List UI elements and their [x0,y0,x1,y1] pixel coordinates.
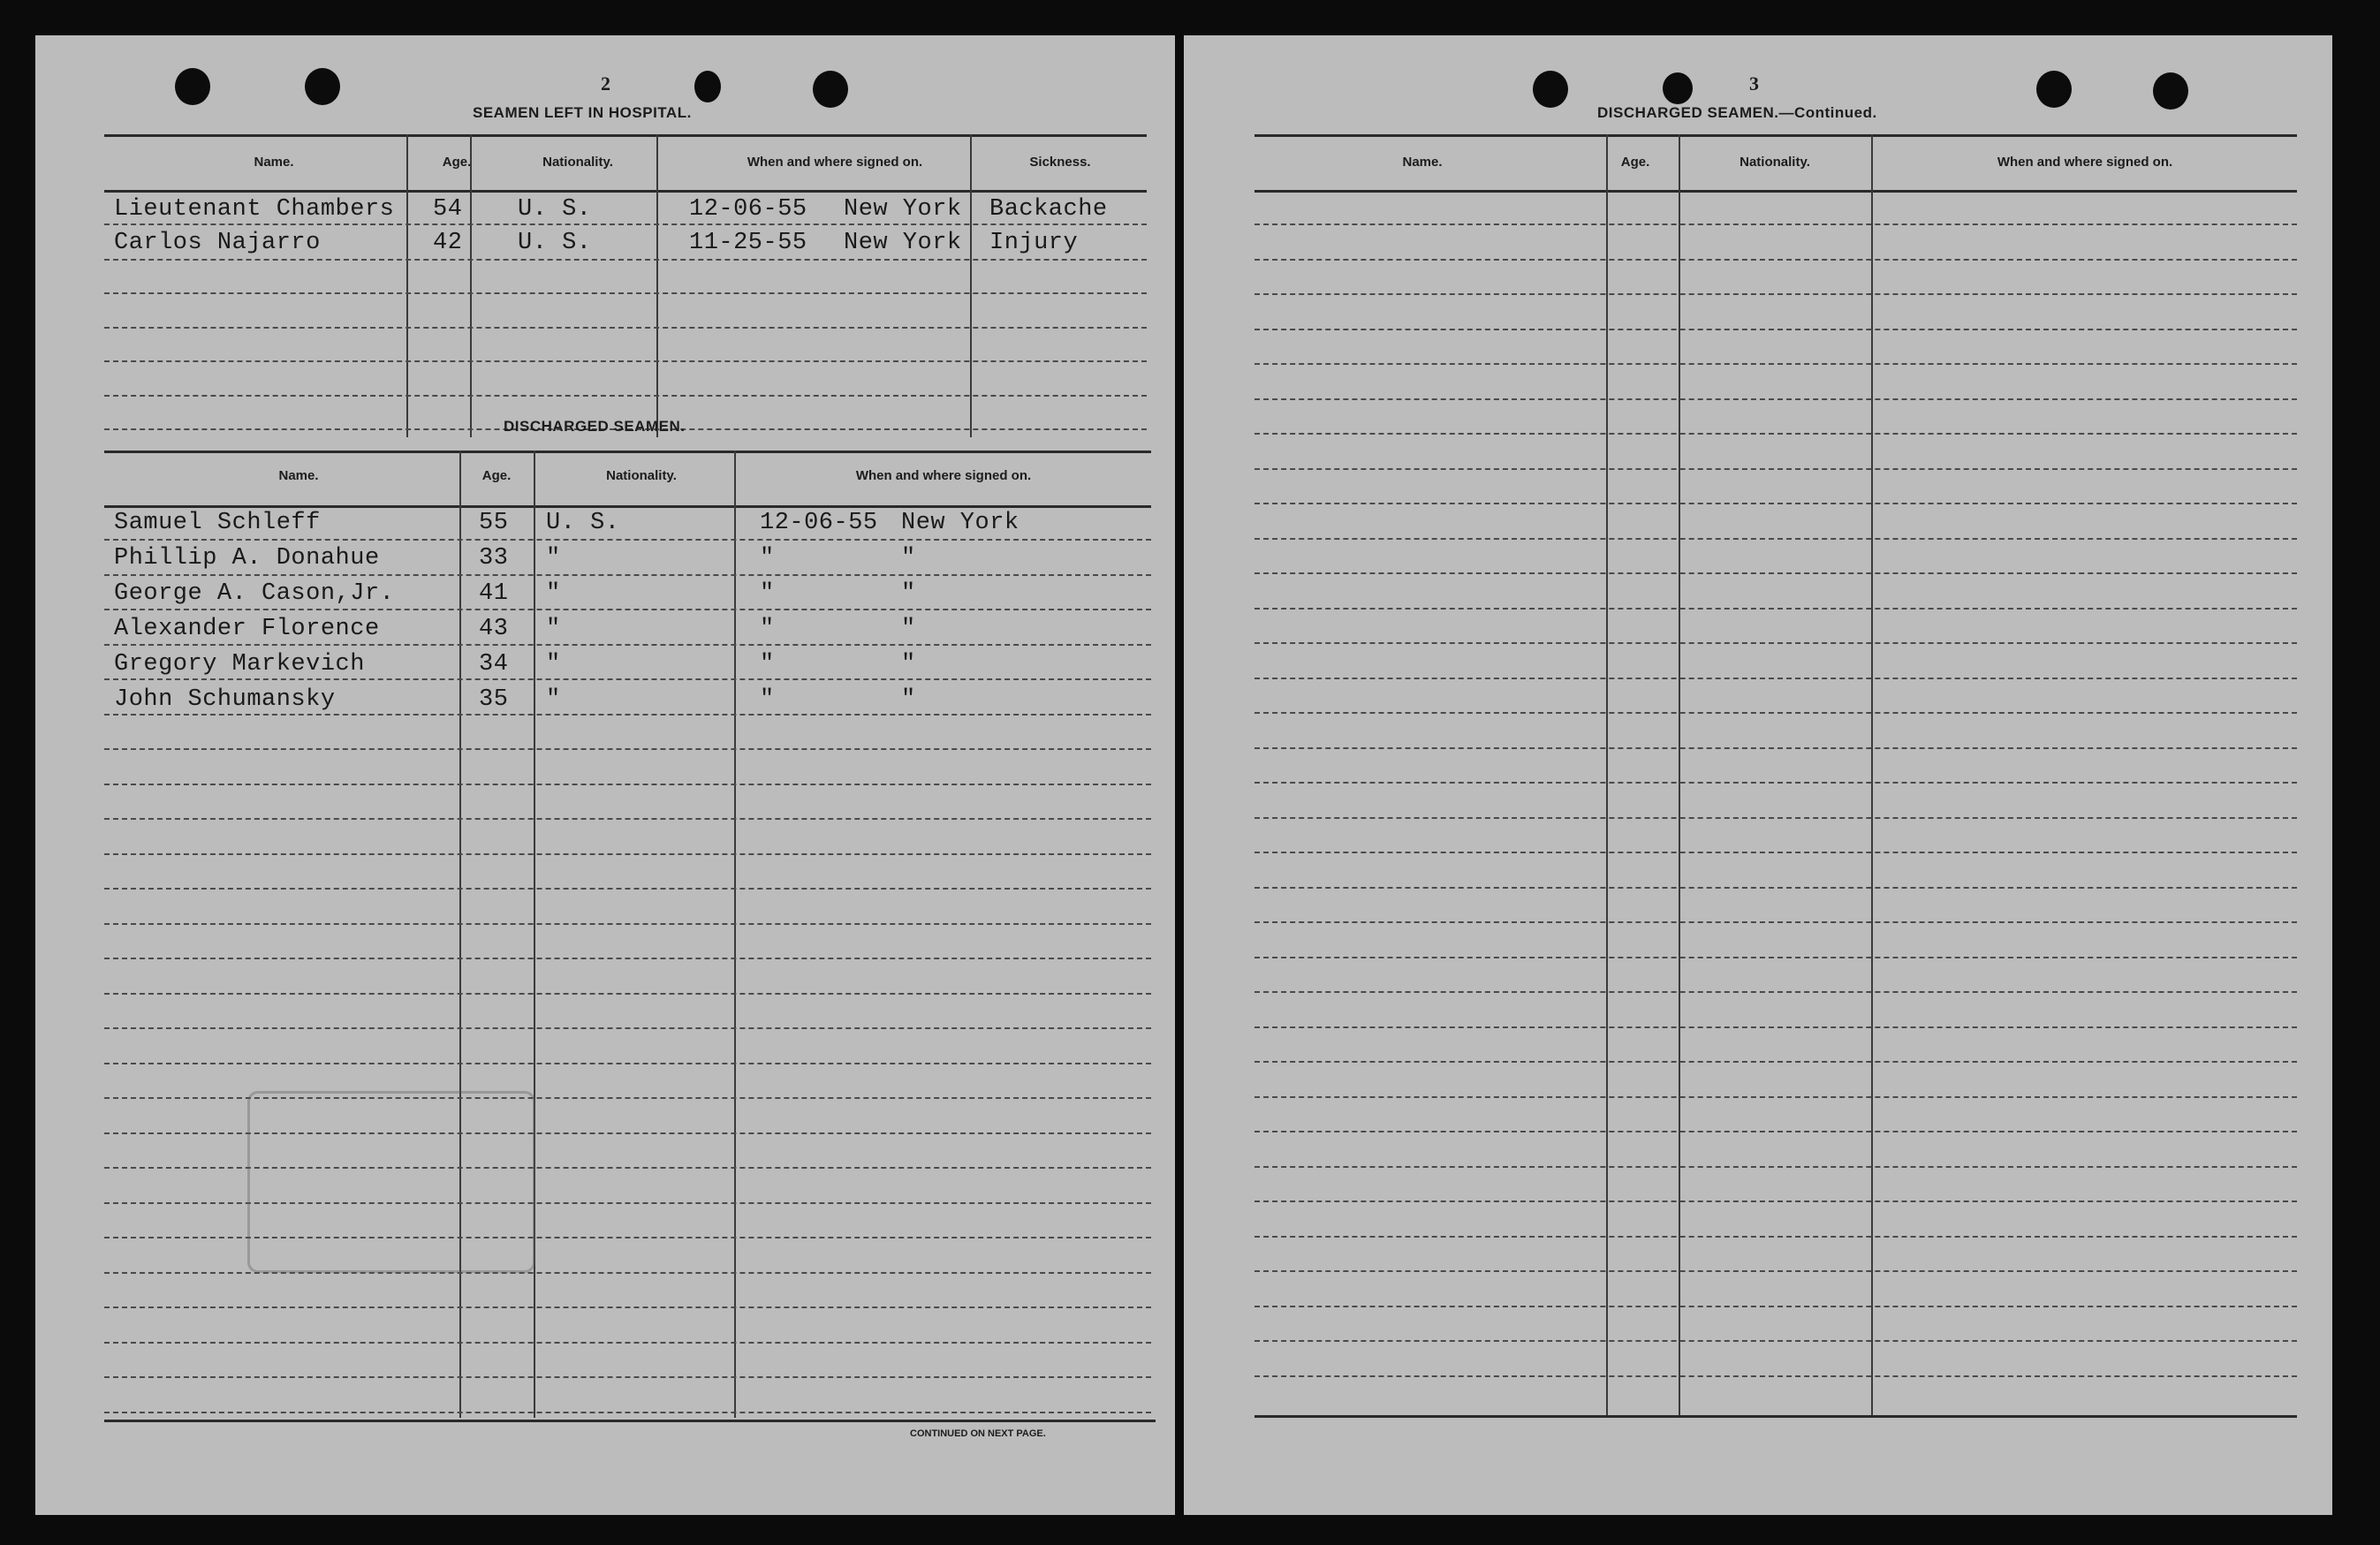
ruled-line [104,574,1151,576]
ruled-line [1254,259,2297,261]
ruled-line [104,1027,1151,1029]
ruled-line [104,1412,1151,1413]
hospital-row-line [104,395,1147,397]
ruled-line [104,923,1151,925]
discharged-row-date: " [760,616,775,642]
hospital-row-line [104,292,1147,294]
punch-hole-icon [2036,71,2072,108]
ruled-line [1254,712,2297,714]
continued-header-rule [1254,190,2297,193]
ruled-line [1254,1061,2297,1063]
ruled-line [104,853,1151,855]
ruled-line [1254,817,2297,819]
hospital-row-place: New York [844,230,962,256]
punch-hole-icon [694,71,721,102]
discharged-top-rule [104,451,1151,453]
hospital-header-nationality: Nationality. [542,155,613,170]
ruled-line [1254,991,2297,993]
discharged-row-name: Gregory Markevich [114,651,365,678]
hospital-row-line [104,360,1147,362]
hospital-row-place: New York [844,196,962,223]
ruled-line [104,1063,1151,1064]
continued-column-divider [1606,134,1608,1415]
discharged-row-nationality: " [546,580,561,607]
continued-top-rule [1254,134,2297,137]
ruled-line [104,818,1151,820]
ruled-line [104,888,1151,890]
discharged-row-date: " [760,686,775,713]
discharged-row-place: " [901,545,916,572]
ruled-line [1254,887,2297,889]
discharged-header-age: Age. [481,468,512,483]
ruled-line [1254,852,2297,853]
discharged-row-name: Samuel Schleff [114,510,321,536]
hospital-section-title: SEAMEN LEFT IN HOSPITAL. [473,104,692,121]
hospital-row-line [104,223,1147,225]
ruled-line [1254,1096,2297,1098]
ruled-line [1254,503,2297,504]
hospital-row-line [104,259,1147,261]
discharged-row-name: George A. Cason,Jr. [114,580,395,607]
page-number: 2 [601,72,610,95]
discharged-row-name: John Schumansky [114,686,336,713]
left-page [35,35,1175,1515]
discharged-continued-title: DISCHARGED SEAMEN.—Continued. [1597,104,1877,121]
hospital-row-sickness: Injury [989,230,1079,256]
ruled-line [1254,608,2297,610]
punch-hole-icon [175,68,210,105]
discharged-row-date: " [760,545,775,572]
discharged-header-name: Name. [278,468,319,483]
discharged-row-nationality: " [546,616,561,642]
ruled-line [104,539,1151,541]
hospital-row-name: Lieutenant Chambers [114,196,395,223]
page-number: 3 [1749,72,1759,95]
hospital-row-age: 42 [433,230,463,256]
ruled-line [1254,433,2297,435]
ruled-line [1254,747,2297,749]
ruled-line [104,748,1151,750]
hospital-column-divider [656,134,658,437]
ruled-line [1254,1026,2297,1028]
discharged-row-place: " [901,616,916,642]
right-page [1184,35,2332,1515]
discharged-row-nationality: " [546,686,561,713]
ruled-line [1254,223,2297,225]
continued-header-signed-on: When and where signed on. [1997,155,2173,170]
ruled-line [1254,293,2297,295]
discharged-row-date: " [760,651,775,678]
hospital-row-name: Carlos Najarro [114,230,321,256]
discharged-row-nationality: " [546,651,561,678]
ruled-line [1254,1270,2297,1272]
continued-bottom-rule [1254,1415,2297,1418]
ruled-line [1254,572,2297,574]
punch-hole-icon [813,71,848,108]
continued-note: CONTINUED ON NEXT PAGE. [910,1428,1046,1439]
hospital-header-rule [104,190,1147,193]
discharged-row-place: " [901,580,916,607]
ruled-line [1254,329,2297,330]
hospital-row-nationality: U. S. [518,196,592,223]
hospital-row-age: 54 [433,196,463,223]
discharged-header-nationality: Nationality. [606,468,677,483]
discharged-row-nationality: U. S. [546,510,620,536]
continued-column-divider [1679,134,1680,1415]
discharged-row-date: " [760,580,775,607]
discharged-row-name: Alexander Florence [114,616,380,642]
hospital-header-sickness: Sickness. [1029,155,1091,170]
discharged-row-place: " [901,651,916,678]
hospital-header-age: Age. [442,155,472,170]
discharged-row-age: 35 [479,686,509,713]
ruled-line [1254,1340,2297,1342]
hospital-row-line [104,327,1147,329]
hospital-top-rule [104,134,1147,137]
discharged-row-age: 41 [479,580,509,607]
ruled-line [104,644,1151,646]
ruled-line [104,993,1151,995]
ruled-line [1254,1375,2297,1377]
hospital-column-divider [970,134,972,437]
discharged-row-nationality: " [546,545,561,572]
discharged-row-name: Phillip A. Donahue [114,545,380,572]
punch-hole-icon [2153,72,2188,110]
punch-hole-icon [305,68,340,105]
discharged-section-title: DISCHARGED SEAMEN. [504,418,686,435]
ruled-line [1254,957,2297,958]
discharged-bottom-rule [104,1420,1156,1422]
discharged-row-place: " [901,686,916,713]
hospital-column-divider [470,134,472,437]
ruled-line [104,714,1151,716]
hospital-row-date: 12-06-55 [689,196,807,223]
ruled-line [104,1342,1151,1344]
ruled-line [104,678,1151,680]
ruled-line [1254,678,2297,679]
discharged-row-age: 43 [479,616,509,642]
ruled-line [1254,1131,2297,1132]
discharged-row-age: 34 [479,651,509,678]
punch-hole-icon [1533,71,1568,108]
discharged-header-rule [104,505,1151,508]
ruled-line [1254,468,2297,470]
ruled-line [1254,398,2297,400]
hospital-row-nationality: U. S. [518,230,592,256]
punch-hole-icon [1663,72,1693,104]
ruled-line [1254,538,2297,540]
continued-header-age: Age. [1620,155,1650,170]
continued-header-nationality: Nationality. [1740,155,1810,170]
ruled-line [1254,363,2297,365]
ruled-line [104,784,1151,785]
ruled-line [104,609,1151,610]
ruled-line [1254,1200,2297,1202]
ruled-line [1254,1236,2297,1238]
hospital-header-name: Name. [254,155,294,170]
received-stamp-icon [247,1091,535,1273]
discharged-header-signed-on: When and where signed on. [855,468,1032,483]
ruled-line [104,1306,1151,1308]
ruled-line [1254,1306,2297,1307]
ruled-line [1254,1166,2297,1168]
ruled-line [1254,782,2297,784]
ruled-line [104,1376,1151,1378]
discharged-row-age: 55 [479,510,509,536]
ruled-line [1254,642,2297,644]
hospital-row-sickness: Backache [989,196,1108,223]
continued-column-divider [1871,134,1873,1415]
continued-header-name: Name. [1402,155,1443,170]
ruled-line [1254,921,2297,923]
ruled-line [104,958,1151,959]
discharged-row-age: 33 [479,545,509,572]
discharged-row-place: New York [901,510,1019,536]
hospital-row-date: 11-25-55 [689,230,807,256]
hospital-header-signed-on: When and where signed on. [747,155,923,170]
hospital-column-divider [406,134,408,437]
discharged-row-date: 12-06-55 [760,510,878,536]
